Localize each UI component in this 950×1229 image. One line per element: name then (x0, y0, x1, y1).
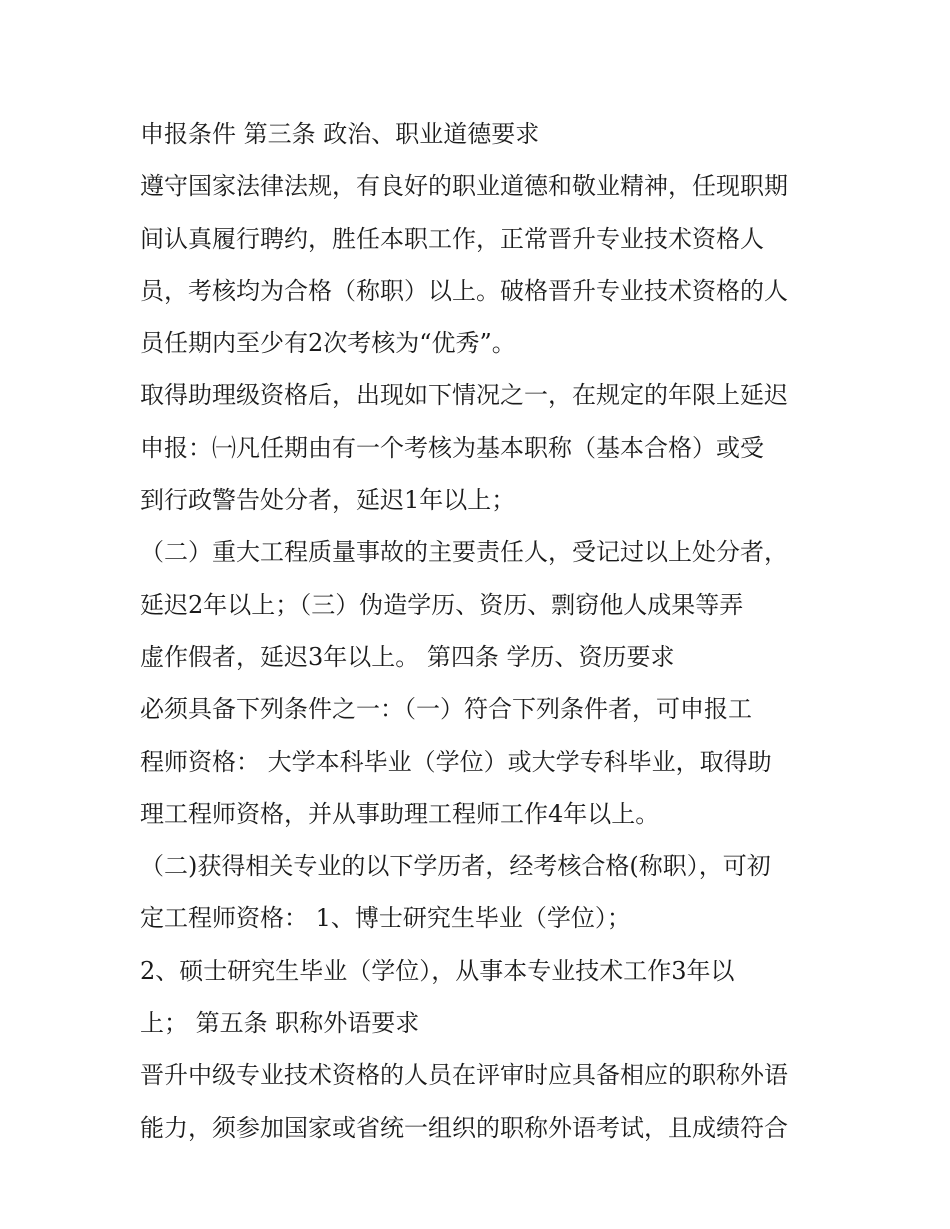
text-line: 到行政警告处分者，延迟1年以上； (140, 486, 516, 515)
text-line: 程师资格： 大学本科毕业（学位）或大学专科毕业，取得助 (140, 747, 772, 776)
text-line: 2、硕士研究生毕业（学位），从事本专业技术工作3年以 (140, 956, 735, 985)
text-line: 能力，须参加国家或省统一组织的职称外语考试，且成绩符合 (140, 1113, 788, 1142)
text-line: 遵守国家法律法规，有良好的职业道德和敬业精神，任现职期 (140, 172, 788, 201)
text-line: 虚作假者，延迟3年以上。 第四条 学历、资历要求 (140, 642, 675, 671)
text-line: 员任期内至少有2次考核为“优秀”。 (140, 329, 516, 358)
text-line: 间认真履行聘约，胜任本职工作，正常晋升专业技术资格人 (140, 224, 764, 253)
text-line: （二)获得相关专业的以下学历者，经考核合格(称职），可初 (140, 852, 771, 881)
text-line: 必须具备下列条件之一：（一）符合下列条件者，可申报工 (140, 695, 752, 724)
text-line: 晋升中级专业技术资格的人员在评审时应具备相应的职称外语 (140, 1061, 788, 1090)
text-line: 申报：㈠凡任期由有一个考核为基本职称（基本合格）或受 (140, 433, 764, 462)
text-line: 延迟2年以上；（三）伪造学历、资历、剽窃他人成果等弄 (140, 590, 744, 619)
text-line: 申报条件 第三条 政治、职业道德要求 (140, 120, 540, 148)
text-line: （二）重大工程质量事故的主要责任人，受记过以上处分者， (140, 538, 788, 567)
text-line: 定工程师资格： 1、博士研究生毕业（学位）； (140, 904, 631, 933)
text-line: 上； 第五条 职称外语要求 (140, 1009, 420, 1038)
document-body (140, 108, 840, 1154)
text-line: 理工程师资格，并从事助理工程师工作4年以上。 (140, 799, 660, 828)
text-line: 取得助理级资格后，出现如下情况之一，在规定的年限上延迟 (140, 381, 788, 410)
text-line: 员，考核均为合格（称职）以上。破格晋升专业技术资格的人 (140, 276, 788, 305)
